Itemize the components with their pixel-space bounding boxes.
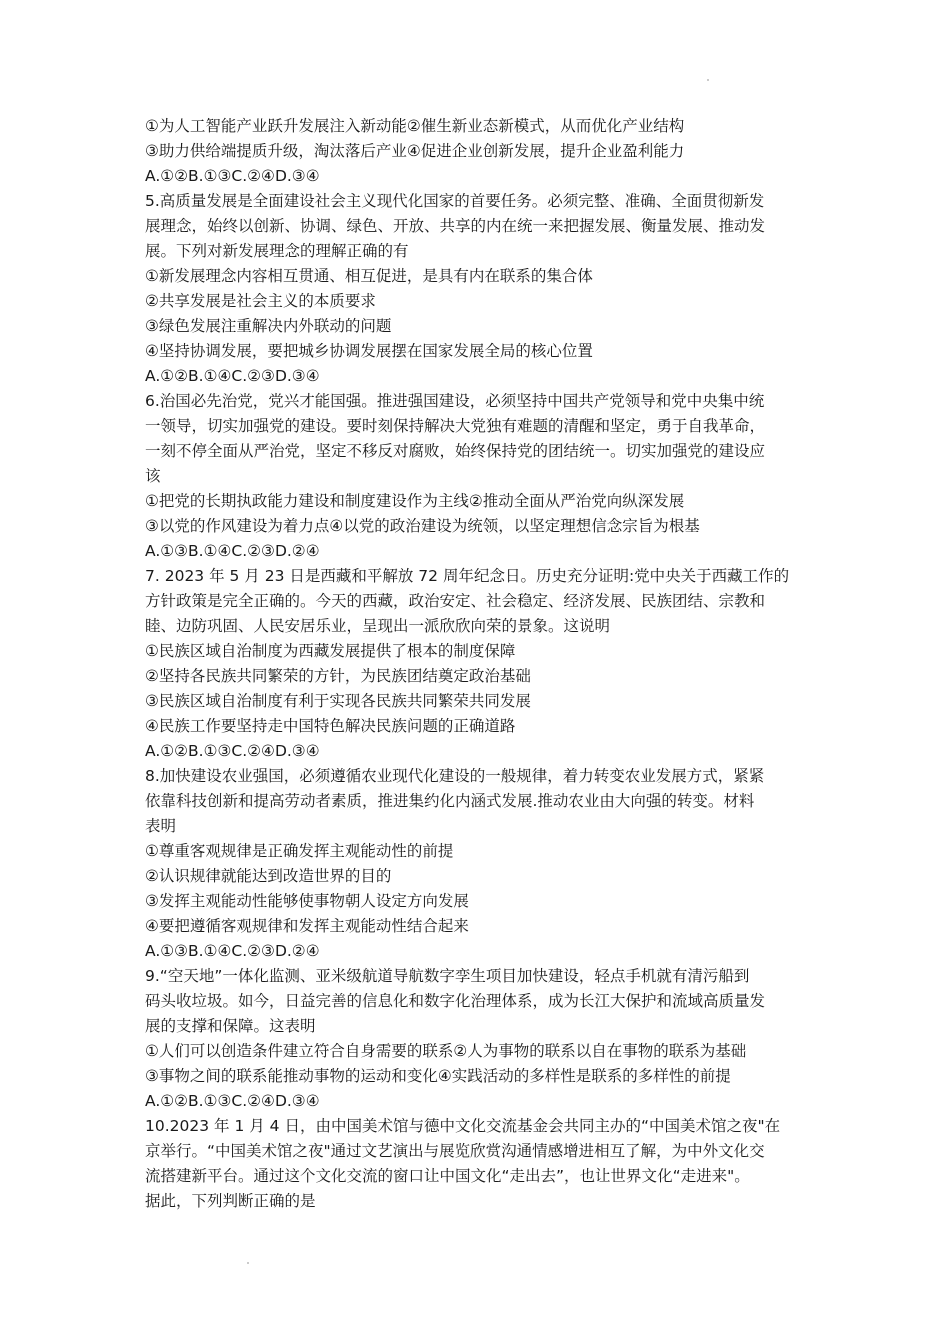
question-8-text: 表明: [145, 817, 177, 835]
answer-options: A.①③B.①④C.②③D.②④: [145, 942, 320, 960]
question-9-text: 展的支撑和保障。这表明: [145, 1017, 316, 1035]
question-5-text: 展理念，始终以创新、协调、绿色、开放、共享的内在统一来把握发展、衡量发展、推动发: [145, 217, 766, 235]
question-9-text: 9.“空天地”一体化监测、亚米级航道导航数字孪生项目加快建设，轻点手机就有清污船到: [145, 967, 750, 985]
statement-item: ②认识规律就能达到改造世界的目的: [145, 867, 392, 885]
question-5-text: 展。下列对新发展理念的理解正确的有: [145, 242, 409, 260]
statement-item: ①把党的长期执政能力建设和制度建设作为主线②推动全面从严治党向纵深发展: [145, 492, 685, 510]
text-line: ①为人工智能产业跃升发展注入新动能②催生新业态新模式，从而优化产业结构: [145, 117, 685, 135]
statement-item: ①人们可以创造条件建立符合自身需要的联系②人为事物的联系以自在事物的联系为基础: [145, 1042, 747, 1060]
question-7-text: 方针政策是完全正确的。今天的西藏，政治安定、社会稳定、经济发展、民族团结、宗教和: [145, 592, 766, 610]
statement-item: ①尊重客观规律是正确发挥主观能动性的前提: [145, 842, 454, 860]
answer-options: A.①③B.①④C.②③D.②④: [145, 542, 320, 560]
question-8-text: 8.加快建设农业强国，必须遵循农业现代化建设的一般规律，着力转变农业发展方式，紧紧: [145, 767, 765, 785]
statement-item: ③事物之间的联系能推动事物的运动和变化④实践活动的多样性是联系的多样性的前提: [145, 1067, 731, 1085]
question-10-text: 据此，下列判断正确的是: [145, 1192, 316, 1210]
question-10-text: 京举行。“中国美术馆之夜"通过文艺演出与展览欣赏沟通情感增进相互了解，为中外文化交: [145, 1142, 765, 1160]
question-6-text: 一领导，切实加强党的建设。要时刻保持解决大党独有难题的清醒和坚定，勇于自我革命，: [145, 417, 766, 435]
statement-item: ④坚持协调发展，要把城乡协调发展摆在国家发展全局的核心位置: [145, 342, 593, 360]
question-8-text: 依靠科技创新和提高劳动者素质，推进集约化内涵式发展.推动农业由大向强的转变。材料: [145, 792, 755, 810]
statement-item: ④要把遵循客观规律和发挥主观能动性结合起来: [145, 917, 469, 935]
answer-options: A.①②B.①③C.②④D.③④: [145, 1092, 320, 1110]
statement-item: ③绿色发展注重解决内外联动的问题: [145, 317, 392, 335]
statement-item: ②共享发展是社会主义的本质要求: [145, 292, 376, 310]
question-7-text: 睦、边防巩固、人民安居乐业，呈现出一派欣欣向荣的景象。这说明: [145, 617, 611, 635]
statement-item: ③发挥主观能动性能够使事物朝人设定方向发展: [145, 892, 469, 910]
question-10-text: 流搭建新平台。通过这个文化交流的窗口让中国文化“走出去”，也让世界文化“走进来"。: [145, 1167, 750, 1185]
question-9-text: 码头收垃圾。如今，日益完善的信息化和数字化治理体系，成为长江大保护和流域高质量发: [145, 992, 766, 1010]
answer-options: A.①②B.①③C.②④D.③④: [145, 167, 320, 185]
question-5-text: 5.高质量发展是全面建设社会主义现代化国家的首要任务。必须完整、准确、全面贯彻新发: [145, 192, 765, 210]
question-7-text: 7. 2023 年 5 月 23 日是西藏和平解放 72 周年纪念日。历史充分证明:党中央关于西藏工作的: [145, 567, 790, 585]
statement-item: ①民族区域自治制度为西藏发展提供了根本的制度保障: [145, 642, 516, 660]
answer-options: A.①②B.①③C.②④D.③④: [145, 742, 320, 760]
question-6-text: 该: [145, 467, 161, 485]
question-10-text: 10.2023 年 1 月 4 日，由中国美术馆与德中文化交流基金会共同主办的“中国美术馆之夜"在: [145, 1117, 781, 1135]
statement-item: ③以党的作风建设为着力点④以党的政治建设为统领，以坚定理想信念宗旨为根基: [145, 517, 700, 535]
text-line: ③助力供给端提质升级，淘汰落后产业④促进企业创新发展，提升企业盈利能力: [145, 142, 685, 160]
question-6-text: 6.治国必先治党，党兴才能国强。推进强国建设，必须坚持中国共产党领导和党中央集中统: [145, 392, 765, 410]
answer-options: A.①②B.①④C.②③D.③④: [145, 367, 320, 385]
statement-item: ③民族区域自治制度有利于实现各民族共同繁荣共同发展: [145, 692, 531, 710]
scan-speck: [247, 1262, 249, 1264]
document-page: [145, 114, 813, 1214]
question-6-text: 一刻不停全面从严治党，坚定不移反对腐败，始终保持党的团结统一。切实加强党的建设应: [145, 442, 766, 460]
statement-item: ④民族工作要坚持走中国特色解决民族问题的正确道路: [145, 717, 516, 735]
scan-speck: [707, 79, 709, 81]
statement-item: ①新发展理念内容相互贯通、相互促进，是具有内在联系的集合体: [145, 267, 593, 285]
statement-item: ②坚持各民族共同繁荣的方针，为民族团结奠定政治基础: [145, 667, 531, 685]
